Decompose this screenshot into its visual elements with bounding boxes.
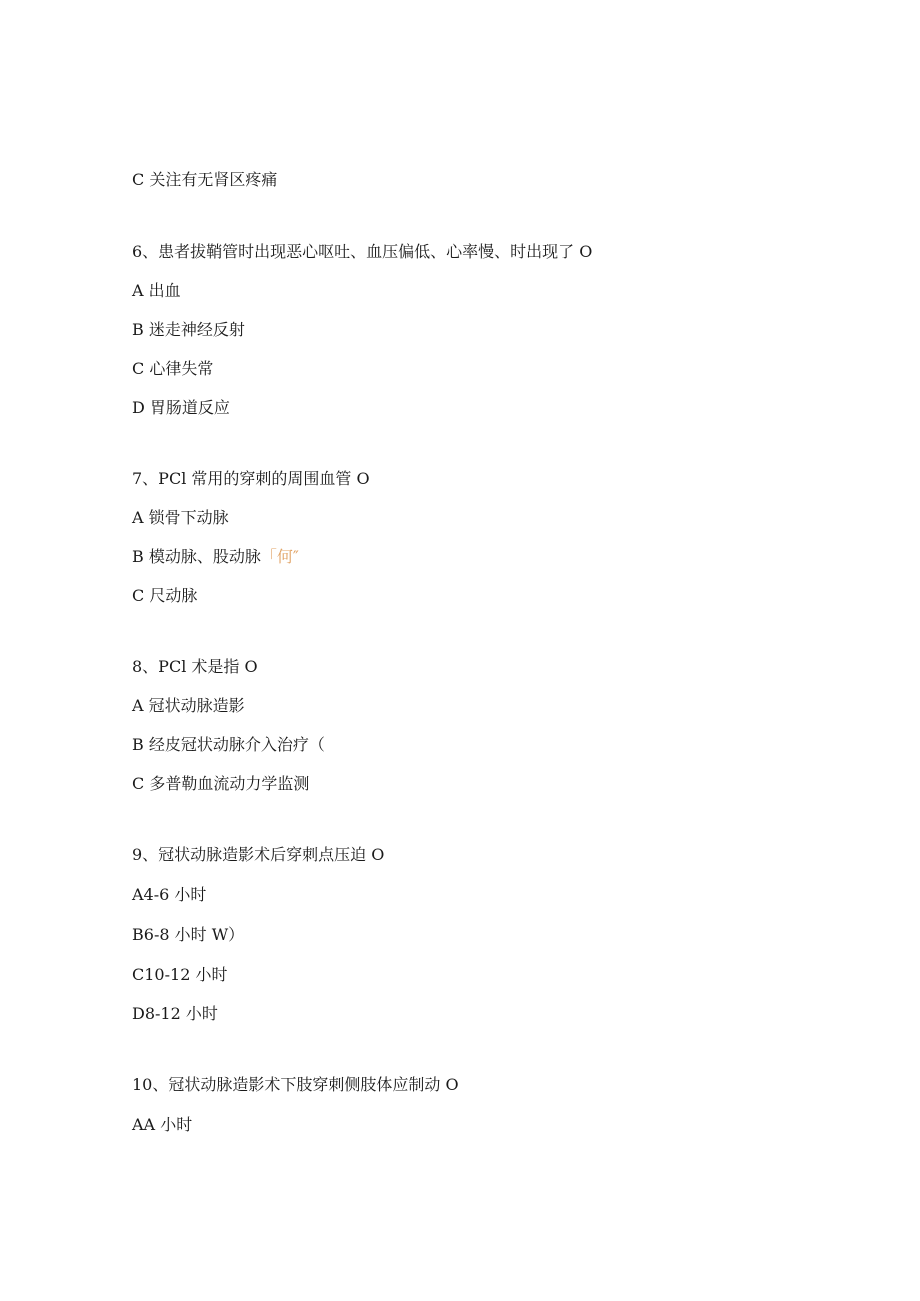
option-text: C10-12 小时: [132, 965, 228, 984]
option-text: AA 小时: [132, 1115, 193, 1134]
option-line-with-mark: [132, 547, 299, 567]
option-text: B6-8 小时 W）: [132, 925, 245, 944]
question-10-text: 10、冠状动脉造影术下肢穿刺侧肢体应制动 O: [132, 1075, 459, 1094]
option-text: A 冠状动脉造影: [132, 696, 245, 715]
question-9-text: 9、冠状动脉造影术后穿刺点压迫 O: [132, 845, 385, 864]
handwritten-mark: 「何″: [260, 547, 299, 566]
option-text: C 尺动脉: [132, 586, 198, 605]
question-7-text: 7、PCl 常用的穿刺的周围血管 O: [132, 469, 370, 488]
option-text: D 胃肠道反应: [132, 398, 230, 417]
option-text: B 迷走神经反射: [132, 320, 245, 339]
option-text: A 锁骨下动脉: [132, 508, 229, 527]
option-text: A 出血: [132, 281, 181, 300]
option-text: B 模动脉、股动脉: [132, 547, 261, 566]
question-8-text: 8、PCl 术是指 O: [132, 657, 258, 676]
option-text: C 心律失常: [132, 359, 214, 378]
option-text: C 多普勒血流动力学监测: [132, 774, 310, 793]
option-text: D8-12 小时: [132, 1004, 218, 1023]
option-text: B 经皮冠状动脉介入治疗（: [132, 735, 325, 754]
question-6-text: 6、患者拔鞘管时出现恶心呕吐、血压偏低、心率慢、时出现了 O: [132, 242, 593, 261]
option-text: C 关注有无肾区疼痛: [132, 170, 278, 189]
option-text: A4-6 小时: [132, 885, 207, 904]
